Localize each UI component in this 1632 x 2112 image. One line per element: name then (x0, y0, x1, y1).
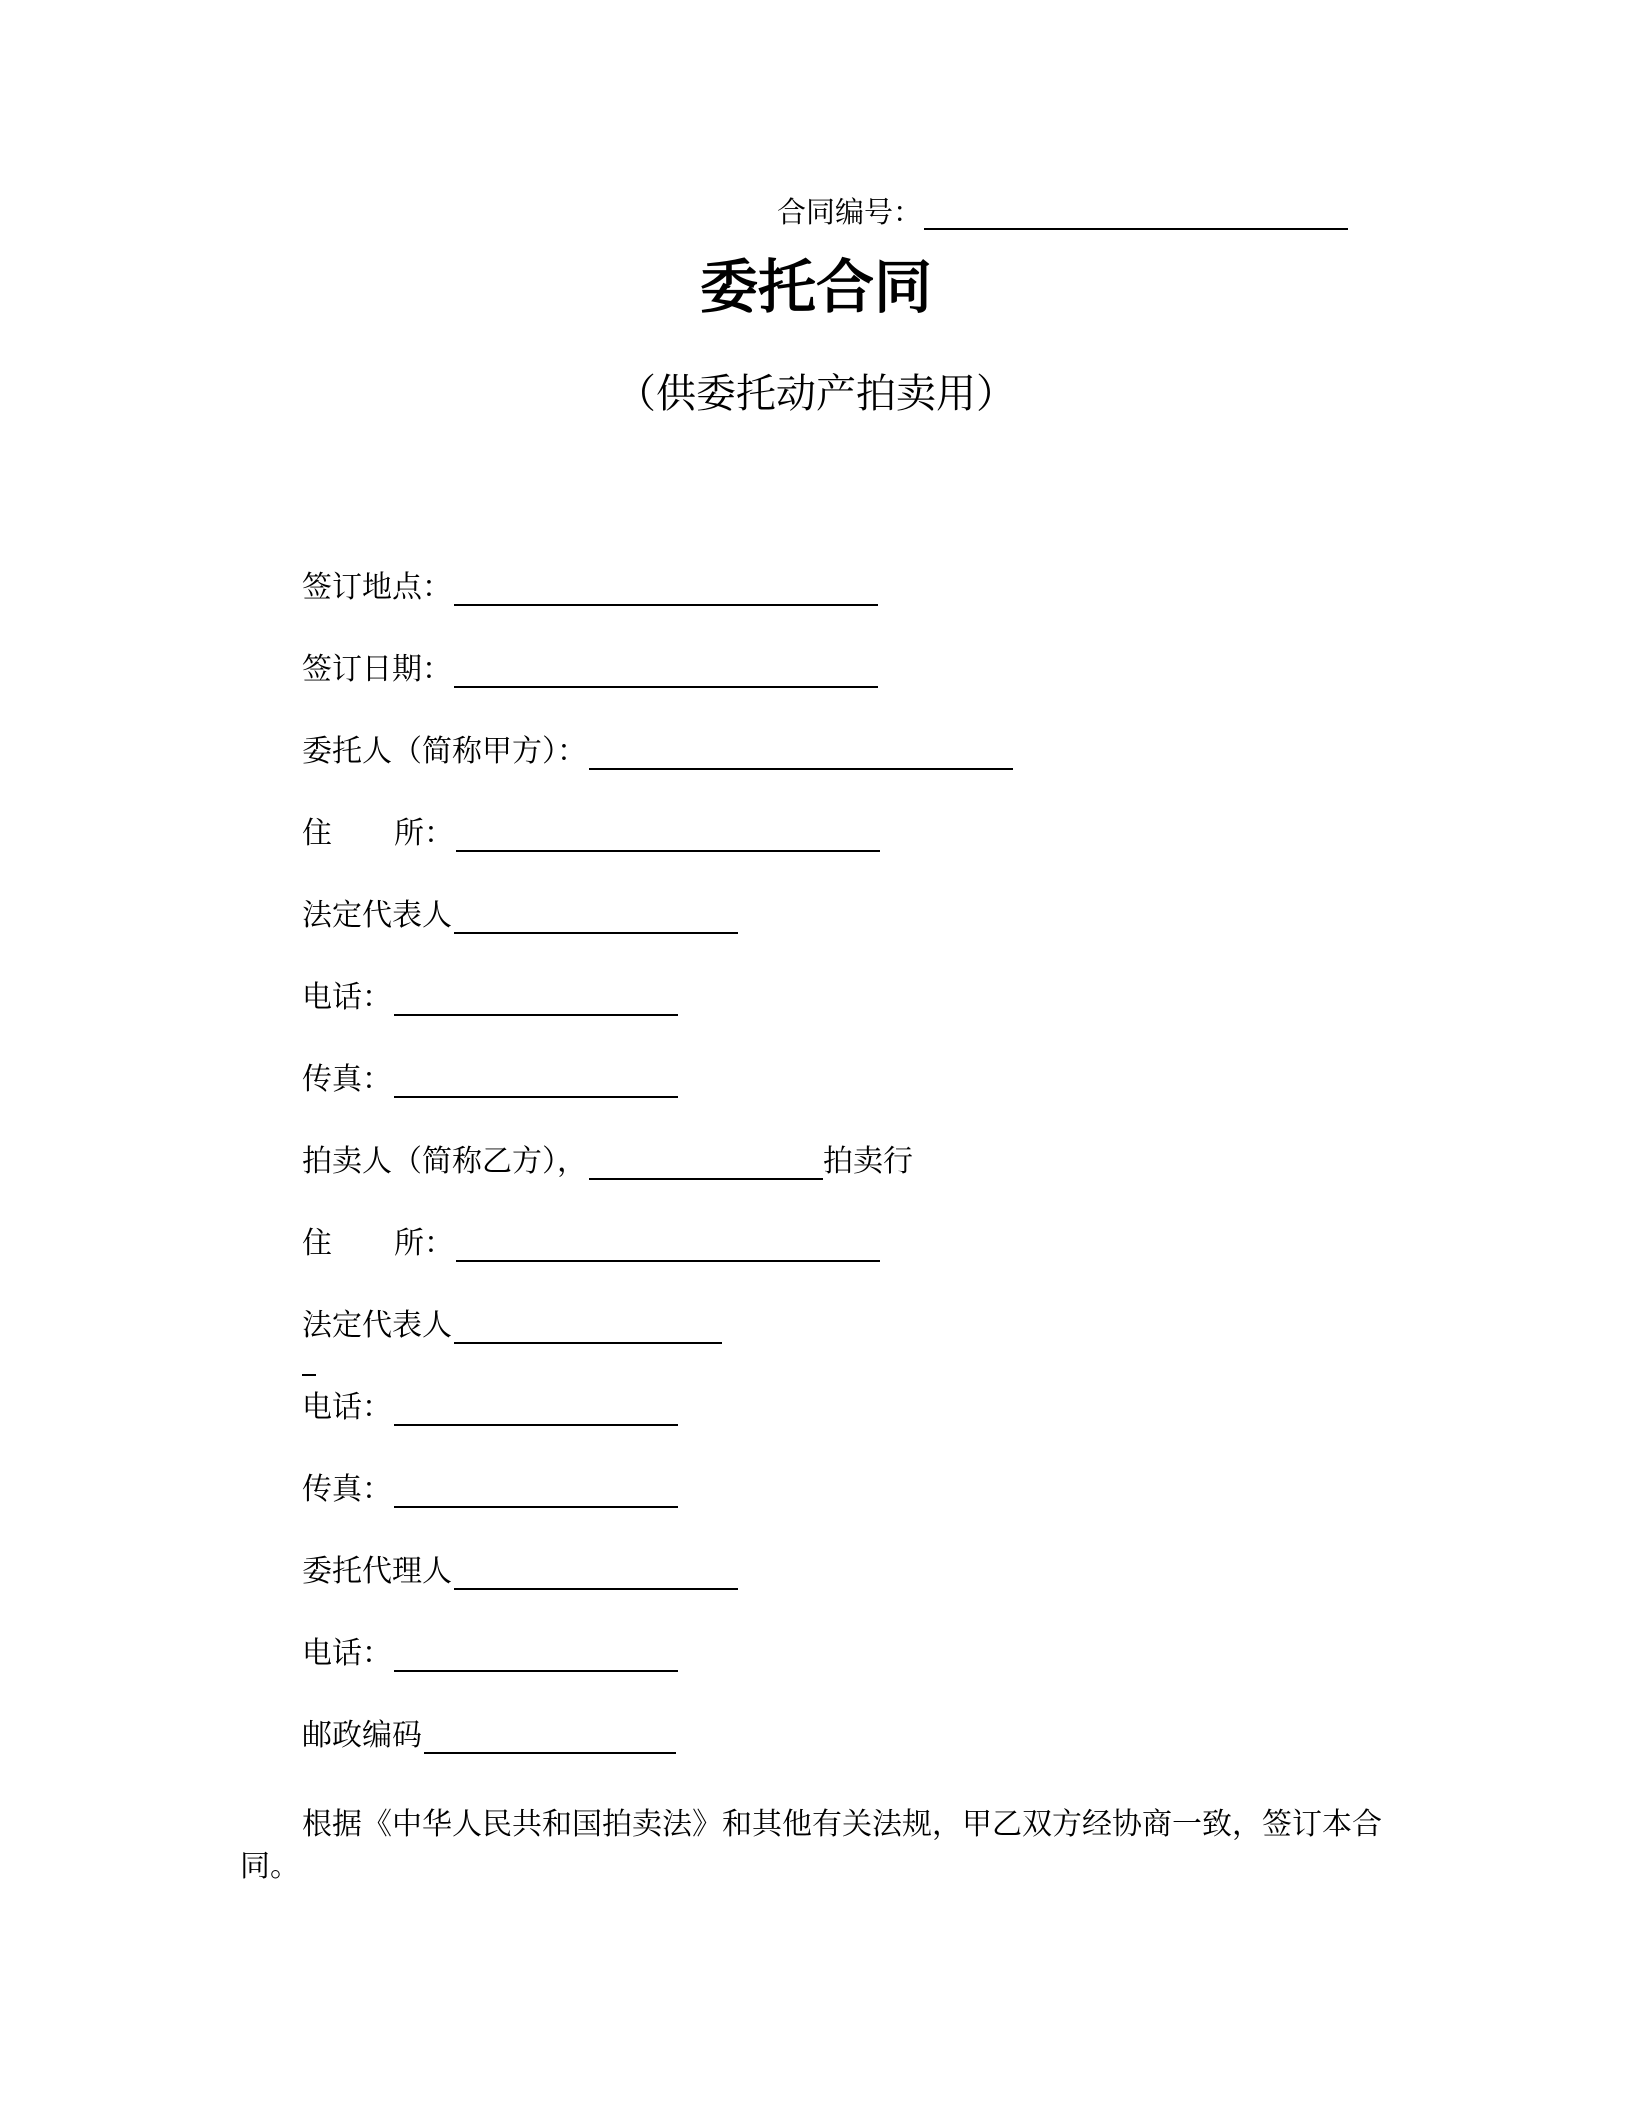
principal-label: 委托人（简称甲方）： (302, 734, 587, 769)
principal-fax-label: 传真： (302, 1062, 392, 1097)
auctioneer-fax-label: 传真： (302, 1472, 392, 1507)
document-subtitle: （供委托动产拍卖用） (616, 371, 1016, 417)
principal-address-blank (456, 820, 880, 852)
principal-phone-field (302, 980, 678, 1016)
principal-fax-blank (394, 1066, 678, 1098)
auctioneer-phone-field (302, 1390, 678, 1426)
contract-number-line (777, 194, 1348, 230)
closing-paragraph: 根据《中华人民共和国拍卖法》和其他有关法规，甲乙双方经协商一致，签订本合同。 (240, 1807, 1382, 1884)
postal-code-field (302, 1718, 676, 1754)
principal-phone-blank (394, 984, 678, 1016)
auctioneer-label: 拍卖人（简称乙方）， (302, 1144, 587, 1179)
auctioneer-legal-rep-field (302, 1308, 722, 1344)
auctioneer-suffix: 拍卖行 (823, 1144, 913, 1179)
auctioneer-address-field (302, 1226, 880, 1262)
signing-place-label: 签订地点： (302, 570, 452, 605)
agent-phone-field (302, 1636, 678, 1672)
auctioneer-field (302, 1144, 913, 1180)
agent-label: 委托代理人 (302, 1554, 452, 1589)
auctioneer-phone-label: 电话： (302, 1390, 392, 1425)
principal-phone-label: 电话： (302, 980, 392, 1015)
signing-place-blank (454, 574, 878, 606)
principal-address-char-1: 住 (302, 816, 332, 851)
principal-address-char-2: 所： (394, 816, 454, 851)
auctioneer-blank (589, 1148, 823, 1180)
postal-code-label: 邮政编码 (302, 1718, 422, 1753)
agent-field (302, 1554, 738, 1590)
document-title: 委托合同 (699, 253, 932, 321)
agent-phone-blank (394, 1640, 678, 1672)
postal-code-blank (424, 1722, 676, 1754)
auctioneer-phone-blank (394, 1394, 678, 1426)
principal-legal-rep-label: 法定代表人 (302, 898, 452, 933)
principal-fax-field (302, 1062, 678, 1098)
signing-date-field (302, 652, 878, 688)
auctioneer-address-char-2: 所： (394, 1226, 454, 1261)
agent-blank (454, 1558, 738, 1590)
principal-field (302, 734, 1013, 770)
signing-date-label: 签订日期： (302, 652, 452, 687)
auctioneer-legal-rep-label: 法定代表人 (302, 1308, 452, 1343)
auctioneer-fax-field (302, 1472, 678, 1508)
auctioneer-address-label (302, 1226, 454, 1262)
agent-phone-label: 电话： (302, 1636, 392, 1671)
contract-number-label: 合同编号： (777, 195, 923, 229)
auctioneer-address-blank (456, 1230, 880, 1262)
signing-place-field (302, 570, 878, 606)
signing-date-blank (454, 656, 878, 688)
principal-address-field (302, 816, 880, 852)
principal-blank (589, 738, 1013, 770)
contract-number-blank (924, 198, 1348, 230)
auctioneer-address-char-1: 住 (302, 1226, 332, 1261)
auctioneer-legal-rep-blank (454, 1312, 722, 1344)
principal-legal-rep-blank (454, 902, 738, 934)
principal-legal-rep-field (302, 898, 738, 934)
principal-address-label (302, 816, 454, 852)
stray-underline-mark (302, 1372, 316, 1376)
auctioneer-fax-blank (394, 1476, 678, 1508)
